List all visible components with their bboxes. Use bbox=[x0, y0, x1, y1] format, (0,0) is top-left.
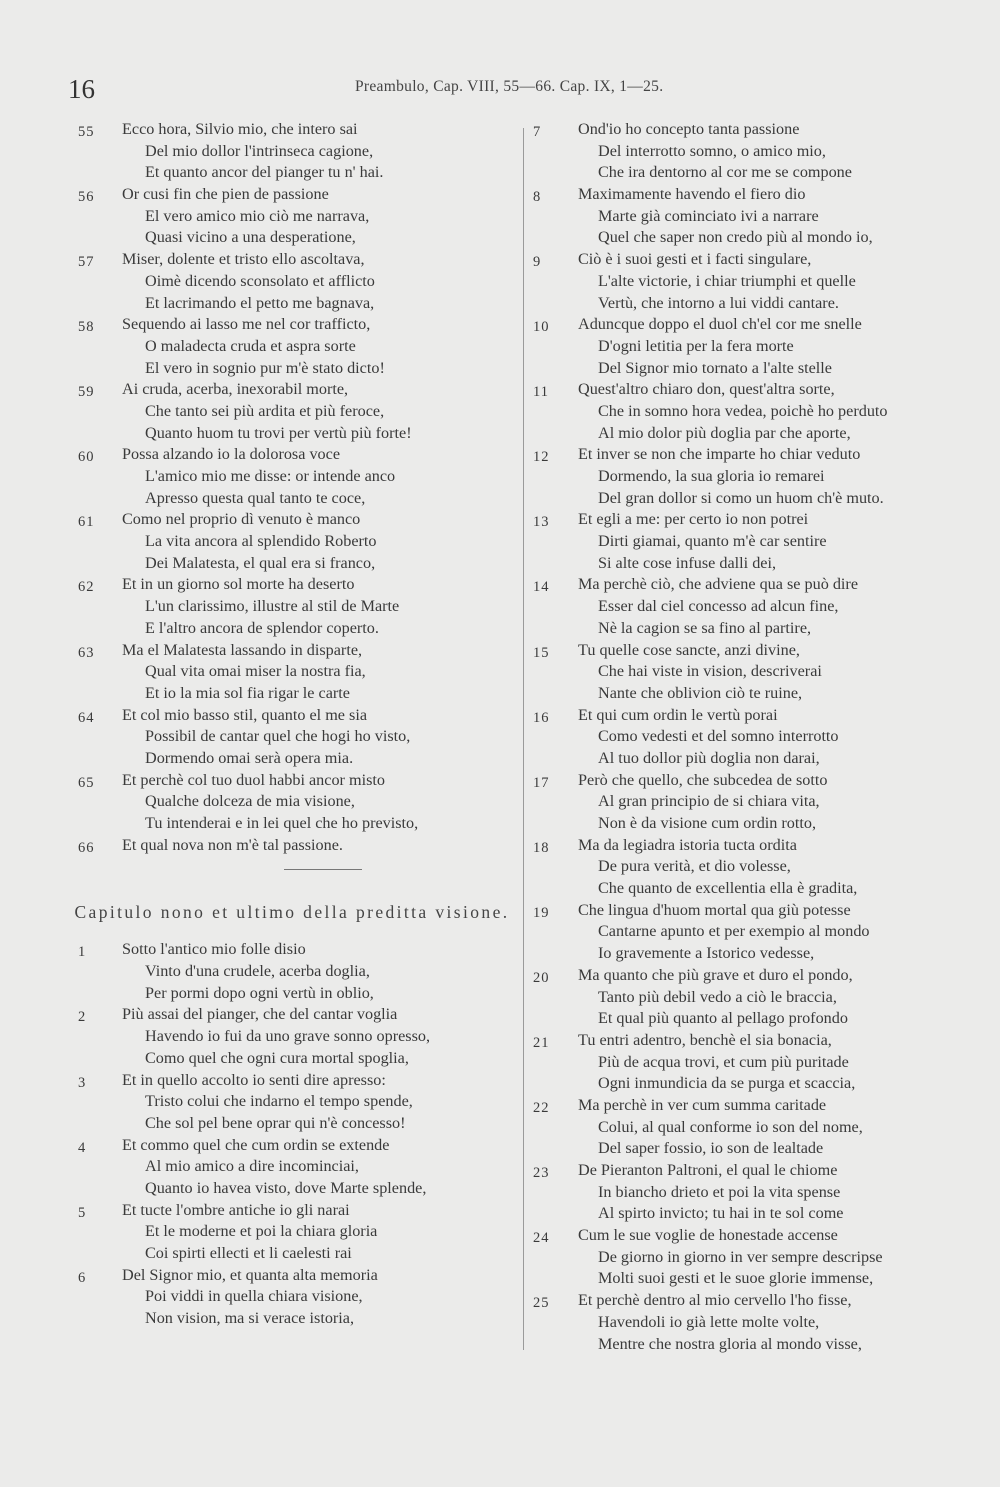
verse-line: Del Signor mio, et quanta alta memoria bbox=[122, 1265, 378, 1284]
stanza-number: 61 bbox=[78, 514, 95, 531]
verse-line: Ecco hora, Silvio mio, che intero sai bbox=[122, 120, 358, 138]
verse-line: Sotto l'antico mio folle disio bbox=[122, 940, 306, 959]
stanza bbox=[527, 1290, 987, 1355]
verse-line: Nante che oblivion ciò te ruine, bbox=[598, 683, 803, 702]
verse-line: Tanto più debil vedo a ciò le braccia, bbox=[598, 987, 837, 1006]
verse-line: Al mio amico a dire incominciai, bbox=[145, 1157, 359, 1176]
stanza-number: 6 bbox=[78, 1269, 87, 1286]
verse-line: Tu entri adentro, benchè el sia bonacia, bbox=[578, 1030, 832, 1049]
stanza bbox=[527, 835, 987, 900]
column-divider bbox=[523, 128, 524, 1350]
verse-line: Quanto io havea visto, dove Marte splende, bbox=[145, 1178, 427, 1197]
page-number: 16 bbox=[68, 74, 95, 104]
stanza bbox=[527, 444, 987, 509]
verse-line: Aduncque doppo el duol ch'el cor me snelle bbox=[578, 315, 862, 334]
verse-line: Quanto huom tu trovi per vertù più forte! bbox=[145, 423, 412, 442]
stanza bbox=[527, 640, 987, 705]
verse-line: Apresso questa qual tanto te coce, bbox=[145, 488, 366, 507]
verse-line: Et lacrimando el petto me bagnava, bbox=[145, 293, 375, 312]
stanza-number: 56 bbox=[78, 189, 95, 206]
verse-line: De Pieranton Paltroni, el qual le chiome bbox=[578, 1161, 838, 1179]
stanza bbox=[62, 1135, 522, 1200]
verse-line: O maladecta cruda et aspra sorte bbox=[145, 336, 356, 355]
stanza bbox=[62, 444, 522, 509]
verse-line: Nè la cagion se sa fino al partire, bbox=[598, 618, 812, 637]
running-head: Preambulo, Cap. VIII, 55—66. Cap. IX, 1—25. bbox=[355, 78, 664, 95]
stanza bbox=[62, 1004, 522, 1069]
verse-line: Qualche dolceza de mia visione, bbox=[145, 792, 355, 811]
verse-line: Più assai del pianger, che del cantar voglia bbox=[122, 1005, 398, 1024]
verse-line: Del mio dollor l'intrinseca cagione, bbox=[145, 141, 374, 160]
verse-line: Et quanto ancor del pianger tu n' hai. bbox=[145, 163, 384, 182]
stanza bbox=[62, 1070, 522, 1135]
section-divider bbox=[284, 869, 362, 870]
stanza bbox=[527, 1030, 987, 1095]
verse-line: Molti suoi gesti et le suoe glorie immense, bbox=[598, 1269, 874, 1288]
stanza bbox=[527, 574, 987, 639]
verse-line: Tu intenderai e in lei quel che ho previsto, bbox=[145, 814, 419, 832]
verse-line: Al mio dolor più doglia par che aporte, bbox=[598, 423, 851, 442]
verse-line: Oimè dicendo sconsolato et afflicto bbox=[145, 271, 375, 290]
verse-line: El vero amico mio ciò me narrava, bbox=[145, 206, 370, 225]
stanza-number: 57 bbox=[78, 254, 95, 271]
verse-line: Non è da visione cum ordin rotto, bbox=[598, 814, 817, 832]
verse-line: Cum le sue voglie de honestade accense bbox=[578, 1226, 838, 1245]
verse-line: Et col mio basso stil, quanto el me sia bbox=[122, 705, 368, 724]
verse-line: Colui, al qual conforme io son del nome, bbox=[598, 1117, 863, 1136]
stanza bbox=[527, 509, 987, 574]
stanza-number: 17 bbox=[533, 774, 550, 791]
verse-line: E l'altro ancora de splendor coperto. bbox=[145, 618, 379, 637]
stanza bbox=[527, 1095, 987, 1160]
verse-line: Che hai viste in vision, descriverai bbox=[598, 662, 822, 681]
verse-line: Che ira dentorno al cor me se compone bbox=[598, 163, 852, 182]
verse-line: Che tanto sei più ardita et più feroce, bbox=[145, 401, 385, 420]
verse-line: Per pormi dopo ogni vertù in oblio, bbox=[145, 983, 374, 1002]
verse-line: Al gran principio de si chiara vita, bbox=[598, 792, 820, 811]
stanza-number: 62 bbox=[78, 579, 95, 596]
verse-line: Vertù, che intorno a lui viddi cantare. bbox=[598, 293, 839, 312]
stanza-number: 63 bbox=[78, 644, 95, 661]
stanza-number: 66 bbox=[78, 839, 95, 856]
verse-line: Del saper fossio, io son de lealtade bbox=[598, 1139, 824, 1158]
verse-line: Miser, dolente et tristo ello ascoltava, bbox=[122, 250, 365, 269]
verse-line: Che in somno hora vedea, poichè ho perduto bbox=[598, 401, 888, 420]
verse-line: El vero in sognio pur m'è stato dicto! bbox=[145, 358, 385, 377]
verse-line: Et qual nova non m'è tal passione. bbox=[122, 835, 343, 854]
verse-line: Et in quello accolto io senti dire apresso: bbox=[122, 1070, 386, 1089]
stanza-number: 5 bbox=[78, 1204, 87, 1221]
verse-line: Cantarne apunto et per exempio al mondo bbox=[598, 922, 870, 941]
verse-line: De giorno in giorno in ver sempre descripse bbox=[598, 1247, 883, 1266]
stanza bbox=[527, 379, 987, 444]
stanza bbox=[62, 184, 522, 249]
stanza-number: 4 bbox=[78, 1139, 87, 1156]
verse-line: Che lingua d'huom mortal qua giù potesse bbox=[578, 900, 851, 919]
stanza bbox=[62, 314, 522, 379]
verse-line: Sequendo ai lasso me nel cor trafficto, bbox=[122, 315, 371, 334]
stanzas-chapter-8 bbox=[62, 119, 522, 856]
verse-line: Dormendo, la sua gloria io remarei bbox=[598, 467, 825, 485]
verse-line: Qual vita omai miser la nostra fia, bbox=[145, 662, 366, 681]
verse-line: De pura verità, et dio volesse, bbox=[598, 857, 791, 876]
verse-line: Tu quelle cose sancte, anzi divine, bbox=[578, 640, 800, 659]
verse-line: Non vision, ma si verace istoria, bbox=[145, 1309, 355, 1328]
stanza-number: 64 bbox=[78, 709, 95, 726]
right-column bbox=[527, 119, 987, 1355]
verse-line: Et egli a me: per certo io non potrei bbox=[578, 510, 809, 529]
verse-line: Or cusi fin che pien de passione bbox=[122, 185, 329, 204]
stanza-number: 59 bbox=[78, 384, 95, 401]
stanza-number: 10 bbox=[533, 319, 550, 336]
stanza bbox=[62, 705, 522, 770]
verse-line: Et io la mia sol fia rigar le carte bbox=[145, 683, 350, 702]
verse-line: L'amico mio me disse: or intende anco bbox=[145, 467, 396, 485]
stanza bbox=[527, 770, 987, 835]
stanza bbox=[62, 249, 522, 314]
stanza bbox=[527, 1225, 987, 1290]
stanza-number: 24 bbox=[533, 1230, 550, 1247]
stanza-number: 20 bbox=[533, 969, 550, 986]
verse-line: L'alte victorie, i chiar triumphi et quelle bbox=[598, 271, 856, 290]
verse-line: Ma da legiadra istoria tucta ordita bbox=[578, 835, 797, 854]
verse-line: Del interrotto somno, o amico mio, bbox=[598, 141, 826, 160]
stanza-number: 8 bbox=[533, 189, 542, 206]
verse-line: Como quel che ogni cura mortal spoglia, bbox=[145, 1048, 409, 1067]
stanza-number: 2 bbox=[78, 1009, 87, 1026]
verse-line: Quasi vicino a una desperatione, bbox=[145, 228, 356, 247]
verse-line: Dirti giamai, quanto m'è car sentire bbox=[598, 532, 827, 551]
stanza-number: 1 bbox=[78, 944, 87, 961]
stanza-number: 19 bbox=[533, 904, 550, 921]
stanza-number: 55 bbox=[78, 124, 95, 140]
verse-line: Del gran dollor si como un huom ch'è muto. bbox=[598, 488, 884, 507]
stanza-number: 7 bbox=[533, 124, 542, 140]
stanza-number: 23 bbox=[533, 1165, 550, 1181]
left-column bbox=[62, 119, 522, 1330]
verse-line: Como nel proprio dì venuto è manco bbox=[122, 510, 361, 529]
stanza bbox=[527, 249, 987, 314]
verse-line: Poi viddi in quella chiara visione, bbox=[145, 1287, 363, 1306]
stanza bbox=[527, 184, 987, 249]
verse-line: Quest'altro chiaro don, quest'altra sorte, bbox=[578, 380, 835, 399]
stanza-number: 11 bbox=[533, 384, 549, 401]
stanza bbox=[62, 939, 522, 1004]
verse-line: In biancho drieto et poi la vita spense bbox=[598, 1182, 841, 1201]
stanza-number: 15 bbox=[533, 644, 550, 661]
verse-line: Che quanto de excellentia ella è gradita, bbox=[598, 879, 858, 898]
stanza-number: 25 bbox=[533, 1295, 550, 1312]
stanza-number: 14 bbox=[533, 579, 550, 596]
verse-line: Havendoli io già lette molte volte, bbox=[598, 1312, 820, 1331]
verse-line: Al tuo dollor più doglia non darai, bbox=[598, 748, 820, 767]
verse-line: Et in un giorno sol morte ha deserto bbox=[122, 575, 355, 594]
stanza bbox=[62, 640, 522, 705]
stanza-number: 60 bbox=[78, 449, 95, 466]
verse-line: Ciò è i suoi gesti et i facti singulare, bbox=[578, 250, 812, 269]
stanza bbox=[62, 1265, 522, 1330]
verse-line: Più de acqua trovi, et cum più puritade bbox=[598, 1052, 849, 1071]
stanza-number: 58 bbox=[78, 319, 95, 336]
verse-line: Ma quanto che più grave et duro el pondo, bbox=[578, 965, 853, 984]
stanza-number: 16 bbox=[533, 709, 550, 726]
verse-line: Et tucte l'ombre antiche io gli narai bbox=[122, 1200, 350, 1219]
verse-line: Como vedesti et del somno interrotto bbox=[598, 727, 839, 746]
verse-line: Tristo colui che indarno el tempo spende, bbox=[145, 1092, 413, 1111]
stanzas-chapter-9-continued bbox=[527, 119, 987, 1355]
stanza bbox=[527, 119, 987, 184]
verse-line: Ai cruda, acerba, inexorabil morte, bbox=[122, 380, 349, 399]
verse-line: Però che quello, che subcedea de sotto bbox=[578, 770, 828, 789]
verse-line: Ma perchè ciò, che adviene qua se può dire bbox=[578, 575, 859, 594]
verse-line: Dei Malatesta, el qual era si franco, bbox=[145, 553, 376, 572]
verse-line: Ma el Malatesta lassando in disparte, bbox=[122, 640, 363, 659]
verse-line: Al spirto invicto; tu hai in te sol come bbox=[598, 1204, 844, 1223]
stanza bbox=[527, 1160, 987, 1225]
verse-line: Quel che saper non credo più al mondo io, bbox=[598, 228, 873, 247]
verse-line: Et qual più quanto al pellago profondo bbox=[598, 1009, 848, 1028]
verse-line: Ogni inmundicia da se purga et scaccia, bbox=[598, 1074, 856, 1093]
verse-line: Possa alzando io la dolorosa voce bbox=[122, 445, 341, 464]
chapter-heading: Capitulo nono et ultimo della preditta visione. bbox=[74, 902, 510, 923]
verse-line: Et le moderne et poi la chiara gloria bbox=[145, 1222, 378, 1241]
verse-line: Mentre che nostra gloria al mondo visse, bbox=[598, 1334, 862, 1353]
verse-line: Io gravemente a Istorico vedesse, bbox=[598, 944, 815, 963]
stanza bbox=[62, 574, 522, 639]
verse-line: Esser dal ciel concesso ad alcun fine, bbox=[598, 597, 839, 616]
verse-line: Et qui cum ordin le vertù porai bbox=[578, 705, 778, 724]
verse-line: Ma perchè in ver cum summa caritade bbox=[578, 1095, 827, 1114]
verse-line: Possibil de cantar quel che hogi ho visto, bbox=[145, 727, 411, 746]
verse-line: Et commo quel che cum ordin se extende bbox=[122, 1135, 390, 1154]
verse-line: Ond'io ho concepto tanta passione bbox=[578, 120, 800, 138]
verse-line: Vinto d'una crudele, acerba doglia, bbox=[145, 962, 370, 981]
verse-line: L'un clarissimo, illustre al stil de Marte bbox=[145, 597, 400, 616]
stanza bbox=[62, 379, 522, 444]
stanza bbox=[527, 705, 987, 770]
stanza bbox=[62, 509, 522, 574]
verse-line: Et perchè col tuo duol habbi ancor misto bbox=[122, 770, 385, 789]
stanza-number: 12 bbox=[533, 449, 550, 466]
verse-line: Coi spirti ellecti et li caelesti rai bbox=[145, 1244, 352, 1262]
verse-line: La vita ancora al splendido Roberto bbox=[145, 532, 377, 551]
stanza bbox=[62, 119, 522, 184]
verse-line: Et inver se non che imparte ho chiar veduto bbox=[578, 445, 861, 464]
stanza bbox=[527, 314, 987, 379]
stanza bbox=[62, 835, 522, 857]
stanza bbox=[62, 770, 522, 835]
stanza bbox=[527, 965, 987, 1030]
stanza-number: 22 bbox=[533, 1099, 550, 1116]
verse-line: Havendo io fui da uno grave sonno opresso, bbox=[145, 1027, 431, 1046]
verse-line: Dormendo omai serà opera mia. bbox=[145, 748, 354, 767]
verse-line: Maximamente havendo el fiero dio bbox=[578, 185, 806, 204]
stanza-number: 9 bbox=[533, 254, 542, 271]
verse-line: D'ogni letitia per la fera morte bbox=[598, 336, 794, 355]
verse-line: Marte già cominciato ivi a narrare bbox=[598, 206, 819, 225]
stanza bbox=[62, 1200, 522, 1265]
verse-line: Si alte cose infuse dalli dei, bbox=[598, 553, 777, 572]
verse-line: Et perchè dentro al mio cervello l'ho fisse, bbox=[578, 1291, 852, 1310]
stanza-number: 18 bbox=[533, 839, 550, 856]
stanza bbox=[527, 900, 987, 965]
stanza-number: 21 bbox=[533, 1034, 550, 1051]
verse-line: Del Signor mio tornato a l'alte stelle bbox=[598, 358, 832, 377]
stanzas-chapter-9 bbox=[62, 939, 522, 1329]
stanza-number: 3 bbox=[78, 1074, 87, 1091]
stanza-number: 65 bbox=[78, 774, 95, 791]
verse-line: Che sol pel bene oprar qui n'è concesso! bbox=[145, 1113, 406, 1132]
stanza-number: 13 bbox=[533, 514, 550, 531]
